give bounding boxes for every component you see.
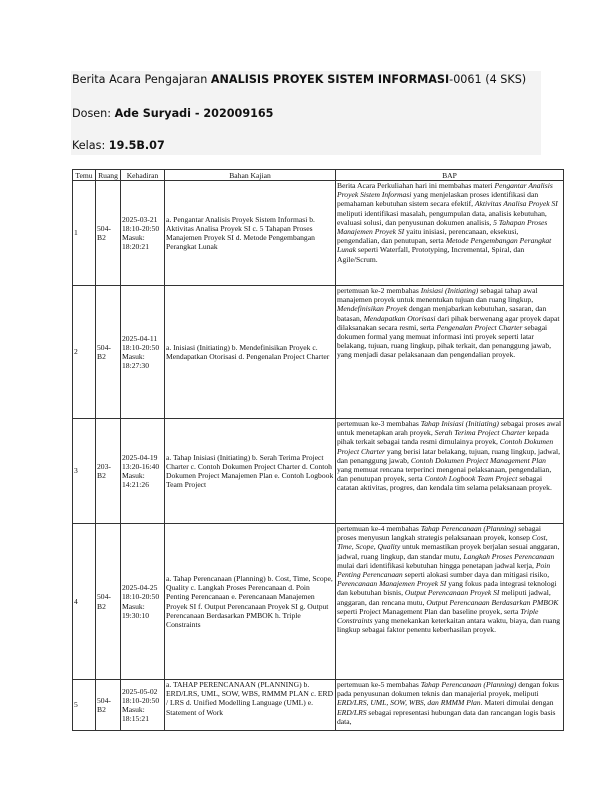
bap-text: pertemuan ke-2 membahas Inisiasi (Initiating) sebagai tahap awal manajemen proyek untuk menentukan tujuan dan ruang lingkup, Mendefinisikan Proyek dengan menjabarkan kebutuhan, sasaran, dan batasan, Mendapatkan Otorisasi dari pihak berwenang agar proyek dapat dilaksanakan secara resmi, serta Pengenalan Project Charter sebagai dokumen formal yang memuat informasi inti proyek seperti latar belakang, tujuan, ruang lingkup, pihak terkait, dan penanggung jawab, yang menjadi dasar pelaksanaan dan pengendalian proyek. xyxy=(337,286,560,360)
masuk-time: 18:15:21 xyxy=(122,714,150,724)
bahan-text: a. TAHAP PERENCANAAN (PLANNING) b. ERD/LRS, UML, SOW, WBS, RMMM PLAN c. ERD / LRS d. Unified Modelling Language (UML) e. Statement of Work xyxy=(166,680,334,717)
lecturer-name: Ade Suryadi - 202009165 xyxy=(114,107,274,120)
kehadiran-cell xyxy=(121,286,165,419)
kehadiran-cell xyxy=(121,524,165,680)
bap-cell xyxy=(336,524,564,680)
header-bahan-kajian: Bahan Kajian xyxy=(165,170,336,181)
ruang-cell: 504-B2 xyxy=(96,680,121,731)
bap-table xyxy=(72,169,564,731)
masuk-time: 18:20:21 xyxy=(122,242,150,252)
bap-text: pertemuan ke-4 membahas Tahap Perencanaan (Planning) sebagai proses menyusun langkah strategis pelaksanaan proyek, konsep Cost, Time, Scope, Quality untuk memastikan proyek berjalan sesuai anggaran, jadwal, ruang lingkup, dan standar mutu, Langkah Proses Perencanaan mulai dari identifikasi kebutuhan hingga penetapan jadwal kerja, Poin Penting Perencanaan seperti alokasi sumber daya dan mitigasi risiko, Perencanaan Manajemen Proyek SI yang fokus pada integrasi teknologi dan kebutuhan bisnis, Output Perencanaan Proyek SI meliputi jadwal, anggaran, dan rencana mutu, Output Perencanaan Berdasarkan PMBOK seperti Project Management Plan dan baseline proyek, serta Triple Constraints yang menekankan keterkaitan antara waktu, biaya, dan ruang lingkup sebagai faktor penentu keberhasilan proyek. xyxy=(337,524,561,635)
title-prefix: Berita Acara Pengajaran xyxy=(72,73,211,86)
bap-text: Berita Acara Perkuliahan hari ini membahas materi Pengantar Analisis Proyek Sistem Informasi yang menjelaskan proses identifikasi dan pemahaman kebutuhan sistem secara efektif, Aktivitas Analisa Proyek SI meliputi identifikasi masalah, pengumpulan data, analisis kebutuhan, evaluasi solusi, dan penyusunan dokumen analisis, 5 Tahapan Proses Manajemen Proyek SI yaitu inisiasi, perencanaan, eksekusi, pengendalian, dan penutupan, serta Metode Pengembangan Perangkat Lunak seperti Waterfall, Prototyping, Incremental, Spiral, dan Agile/Scrum. xyxy=(337,181,558,264)
course-code: -0061 (4 SKS) xyxy=(449,73,527,86)
ruang-cell: 504-B2 xyxy=(96,286,121,419)
bap-text: pertemuan ke-3 membahas Tahap Inisiasi (Initiating) sebagai proses awal untuk menetapkan arah proyek, Serah Terima Project Charter kepada pihak terkait sebagai tanda resmi dimulainya proyek, Contoh Dokumen Project Charter yang berisi latar belakang, tujuan, ruang lingkup, jadwal, dan penanggung jawab, Contoh Dokumen Project Management Plan yang memuat rencana terperinci mengenai pelaksanaan, pengendalian, dan penutupan proyek, serta Contoh Logbook Team Project sebagai catatan aktivitas, progres, dan kendala tim selama pelaksanaan proyek. xyxy=(337,419,562,493)
masuk-label: Masuk: xyxy=(122,233,145,242)
bahan-kajian-cell: a. Inisiasi (Initiating) b. Mendefinisikan Proyek c. Mendapatkan Otorisasi d. Pengenalan Project Charter xyxy=(165,286,336,419)
kehadiran-cell xyxy=(121,181,165,286)
temu-cell: 5 xyxy=(73,680,96,731)
header-temu: Temu xyxy=(73,170,96,181)
table-row xyxy=(73,419,564,524)
masuk-time: 18:27:30 xyxy=(122,361,150,371)
temu-cell: 1 xyxy=(73,181,96,286)
class-name: 19.5B.07 xyxy=(108,139,165,152)
time: 18:10-20:50 xyxy=(122,342,160,352)
bap-cell xyxy=(336,419,564,524)
time: 18:10-20:50 xyxy=(122,695,160,705)
bap-cell xyxy=(336,286,564,419)
time: 13:20-16:40 xyxy=(122,461,160,471)
table-header-row xyxy=(73,170,564,181)
bap-cell xyxy=(336,181,564,286)
table-row xyxy=(73,181,564,286)
table-row xyxy=(73,524,564,680)
bahan-kajian-cell: a. Tahap Inisiasi (Initiating) b. Serah Terima Project Charter c. Contoh Dokumen Project Charter d. Contoh Dokumen Project Manajemen Plan e. Contoh Logbook Team Project xyxy=(165,419,336,524)
lecturer-line xyxy=(72,107,273,120)
header-kehadiran: Kehadiran xyxy=(121,170,165,181)
table-row xyxy=(73,680,564,731)
time: 18:10-20:50 xyxy=(122,592,160,602)
ruang-cell: 504-B2 xyxy=(96,181,121,286)
class-line xyxy=(72,139,165,152)
kehadiran-cell xyxy=(121,680,165,731)
bap-text: pertemuan ke-5 membahas Tahap Perencanaan (Planning) dengan fokus pada penyusunan dokumen teknis dan manajerial proyek, meliputi ERD/LRS, UML, SOW, WBS, dan RMMM Plan. Materi dimulai dengan ERD/LRS sebagai representasi hubungan data dan rancangan logis basis data, xyxy=(337,680,559,726)
masuk-label: Masuk: xyxy=(122,705,145,714)
temu-cell: 4 xyxy=(73,524,96,680)
bahan-kajian-cell: a. Pengantar Analisis Proyek Sistem Informasi b. Aktivitas Analisa Proyek SI c. 5 Tahapan Proses Manajemen Proyek SI d. Metode Pengembangan Perangkat Lunak xyxy=(165,181,336,286)
masuk-label: Masuk: xyxy=(122,601,145,611)
masuk-time: 19:30:10 xyxy=(122,610,150,620)
document-title xyxy=(72,73,526,86)
date: 2025-04-25 xyxy=(122,583,158,593)
lecturer-label: Dosen: xyxy=(72,107,115,120)
header-ruang: Ruang xyxy=(96,170,121,181)
time: 18:10-20:50 xyxy=(122,223,160,233)
class-label: Kelas: xyxy=(72,139,109,152)
temu-cell: 2 xyxy=(73,286,96,419)
date: 2025-05-02 xyxy=(122,686,158,696)
bap-cell xyxy=(336,680,564,731)
header-bap: BAP xyxy=(336,170,564,181)
date: 2025-04-19 xyxy=(122,452,158,462)
date: 2025-04-11 xyxy=(122,333,158,343)
masuk-label: Masuk: xyxy=(122,352,145,361)
ruang-cell: 504-B2 xyxy=(96,524,121,680)
table-row xyxy=(73,286,564,419)
temu-cell: 3 xyxy=(73,419,96,524)
kehadiran-cell xyxy=(121,419,165,524)
course-name: ANALISIS PROYEK SISTEM INFORMASI xyxy=(210,73,450,86)
masuk-label: Masuk: xyxy=(122,471,145,480)
date: 2025-03-21 xyxy=(122,214,158,224)
ruang-cell: 203-B2 xyxy=(96,419,121,524)
bahan-kajian-cell xyxy=(165,680,336,731)
bahan-kajian-cell: a. Tahap Perencanaan (Planning) b. Cost, Time, Scope, Quality c. Langkah Proses Perencanaan d. Poin Penting Perencanaan e. Perencanaan Manajemen Proyek SI f. Output Perencanaan Proyek SI g. Output Perencanaan Berdasarkan PMBOK h. Triple Constraints xyxy=(165,524,336,680)
masuk-time: 14:21:26 xyxy=(122,480,150,490)
